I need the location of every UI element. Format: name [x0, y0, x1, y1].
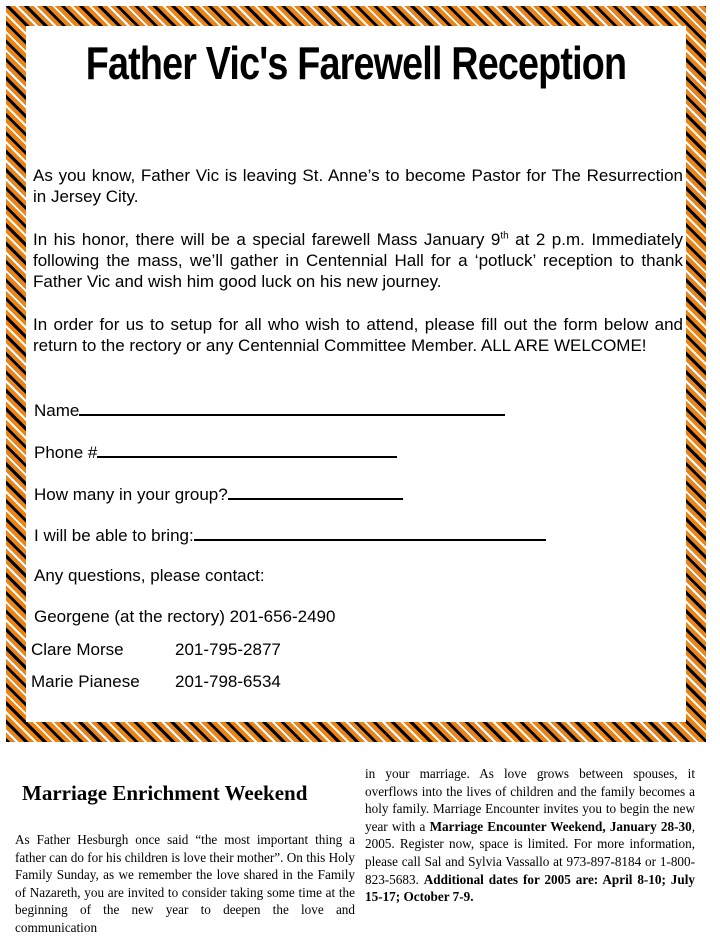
contact-clare: [31, 639, 281, 660]
phone-label: Phone #: [34, 443, 98, 462]
name-blank[interactable]: [79, 398, 505, 416]
mass-text-end: at 2 p.m. Immediately following the mass, we’ll gather in Centennial Hall for a ‘potluck’ reception to thank Father Vic and wish him good luck on his new journey.: [33, 230, 683, 291]
contact-name: Marie Pianese: [31, 672, 140, 691]
form-instructions: In order for us to setup for all who wish to attend, please fill out the form below and return to the rectory or any Centennial Committee Member. ALL ARE WELCOME!: [33, 315, 683, 355]
intro-paragraph: As you know, Father Vic is leaving St. Anne’s to become Pastor for The Resurrection in Jersey City.: [33, 166, 683, 206]
flyer-panel: [26, 26, 686, 722]
contact-georgene: [34, 606, 335, 627]
group-field[interactable]: [34, 482, 403, 505]
marriage-title: Marriage Enrichment Weekend: [22, 781, 308, 805]
contact-name: Georgene (at the rectory) 201-656-2490: [34, 607, 336, 626]
name-label: Name: [34, 401, 80, 420]
contact-name: Clare Morse: [31, 640, 124, 659]
contact-marie: [31, 671, 281, 692]
phone-blank[interactable]: [97, 440, 397, 458]
questions-label: Any questions, please contact:: [34, 566, 265, 585]
phone-field[interactable]: [34, 440, 397, 463]
contact-phone: 201-798-6534: [175, 672, 281, 691]
name-field[interactable]: [34, 398, 505, 421]
group-blank[interactable]: [228, 482, 403, 500]
marriage-right-column: [365, 765, 695, 906]
marriage-left-column: As Father Hesburgh once said “the most important thing a father can do for his children is love their mother”. On this Holy Family Sunday, as we remember the love shared in the Family of Nazareth, you are invited to consider taking some time at the beginning of the new year to deepen the love and communication: [15, 832, 355, 935]
bring-label: I will be able to bring:: [34, 526, 194, 545]
contact-phone: 201-795-2877: [175, 640, 281, 659]
mass-date-suffix: th: [500, 230, 509, 242]
marriage-additional-dates: Additional dates for 2005 are: April 8-10; July 15-17; October 7-9.: [365, 871, 695, 905]
group-label: How many in your group?: [34, 485, 228, 504]
bring-field[interactable]: [34, 523, 546, 546]
bring-blank[interactable]: [194, 523, 546, 541]
marriage-text-a: in your marriage. As love grows between spouses, it overflows into the lives of children and the family becomes a holy family. Marriage Encounter invites you to begin the new year with a: [365, 766, 695, 834]
mass-text-start: In his honor, there will be a special farewell Mass January 9: [33, 230, 501, 249]
marriage-text-b: , 2005. Register now, space is limited. For more information, please call Sal and Sylvia Vassallo at 973-897-8184 or 1-800-823-5683.: [365, 818, 695, 887]
flyer-title: Father Vic's Farewell Reception: [85, 37, 627, 89]
mass-paragraph: [33, 229, 683, 292]
marriage-weekend-dates: Marriage Encounter Weekend, January 28-30: [429, 818, 692, 834]
